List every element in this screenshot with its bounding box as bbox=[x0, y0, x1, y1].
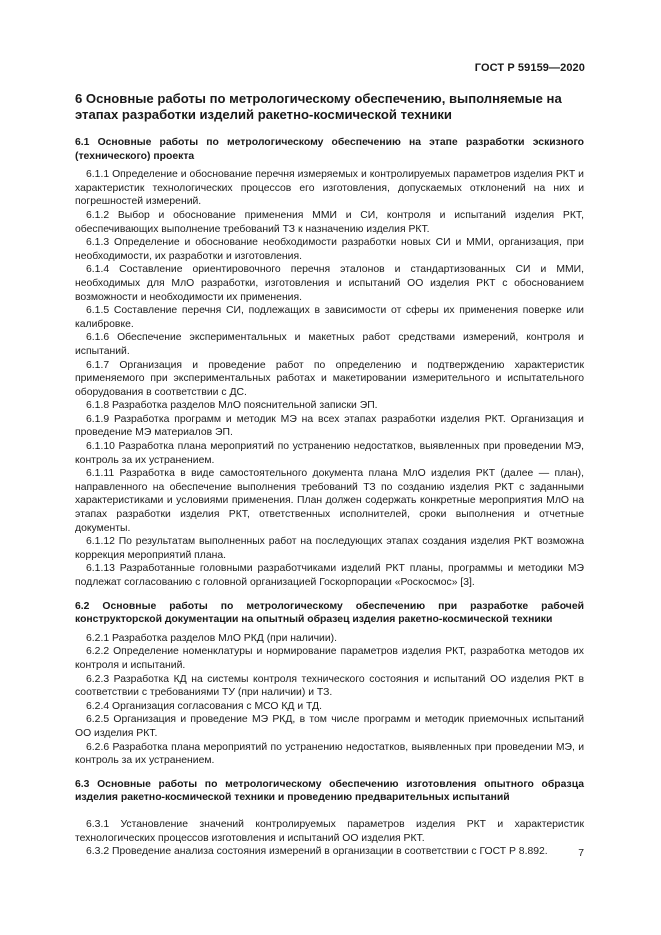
paragraph-6-1-3: 6.1.3 Определение и обоснование необходимости разработки новых СИ и ММИ, организация, при необходимости, их разработки и изготовления. bbox=[75, 237, 584, 262]
paragraph-6-2-1: 6.2.1 Разработка разделов МлО РКД (при наличии). bbox=[86, 632, 338, 644]
page-number: 7 bbox=[578, 848, 584, 859]
paragraph-6-2-6: 6.2.6 Разработка плана мероприятий по устранению недостатков, выявленных при проведении МЭ, и контроль за их устранением. bbox=[75, 741, 584, 767]
spacer bbox=[75, 590, 584, 600]
subsection-title-6-2: 6.2 Основные работы по метрологическому обеспечению при разработке рабочей конструкторской документации на опытный образец изделия ракетно-космической техники bbox=[75, 600, 584, 626]
paragraph-6-1-5: 6.1.5 Составление перечня СИ, подлежащих в зависимости от сферы их применения поверке или калибровке. bbox=[75, 305, 584, 330]
paragraph-6-2-4: 6.2.4 Организация согласования с МСО КД и ТД. bbox=[86, 700, 322, 712]
standard-number: ГОСТ Р 59159—2020 bbox=[474, 62, 585, 74]
paragraph-6-1-11: 6.1.11 Разработка в виде самостоятельного документа плана МлО изделия РКТ (далее — план), направленного на обеспечение выполнения требований ТЗ по созданию изделия РКТ с заданными характеристиками и условиями применения. План должен содержать конкретные мероприятия МлО на этапах разработки изделия РКТ, ответственных исполнителей, сроки выполнения и отчетные документы. bbox=[75, 468, 584, 534]
paragraph-6-1-6: 6.1.6 Обеспечение экспериментальных и макетных работ средствами измерений, контроля и испытаний. bbox=[75, 332, 584, 357]
subsection-title-6-1: 6.1 Основные работы по метрологическому обеспечению на этапе разработки эскизного (технического) проекта bbox=[75, 137, 584, 162]
paragraph-6-2-5: 6.2.5 Организация и проведение МЭ РКД, в том числе программ и методик приемочных испытаний ОО изделия РКТ. bbox=[75, 714, 584, 739]
subsection-title-6-3: 6.3 Основные работы по метрологическому обеспечению изготовления опытного образца изделия ракетно-космической техники и проведению предварительных испытаний bbox=[75, 778, 584, 804]
section-title: 6 Основные работы по метрологическому обеспечению, выполняемые на этапах разработки изделий ракетно-космической техники bbox=[75, 91, 562, 122]
spacer bbox=[75, 768, 584, 778]
paragraph-6-1-8: 6.1.8 Разработка разделов МлО пояснительной записки ЭП. bbox=[86, 400, 378, 412]
paragraph-6-1-7: 6.1.7 Организация и проведение работ по определению и подтверждению характеристик применяемого при экспериментальных работах и макетировании измерительного и испытательного оборудования в соответствии с ДС. bbox=[75, 359, 584, 398]
paragraph-6-1-12: 6.1.12 По результатам выполненных работ на последующих этапах создания изделия РКТ возможна коррекция мероприятий плана. bbox=[75, 536, 584, 561]
paragraph-6-1-10: 6.1.10 Разработка плана мероприятий по устранению недостатков, выявленных при проведении МЭ, контроль за их устранением. bbox=[75, 441, 584, 466]
spacer bbox=[75, 810, 584, 818]
paragraph-6-1-9: 6.1.9 Разработка программ и методик МЭ на всех этапах разработки изделия РКТ. Организация и проведение МЭ материалов ЭП. bbox=[75, 413, 584, 439]
paragraph-6-1-13: 6.1.13 Разработанные головными разработчиками изделий РКТ планы, программы и методики МЭ подлежат согласованию с головной организацией Госкорпорации «Роскосмос» [3]. bbox=[75, 563, 584, 588]
paragraph-6-2-2: 6.2.2 Определение номенклатуры и нормирование параметров изделия РКТ, разработка методов их контроля и испытаний. bbox=[75, 646, 584, 671]
paragraph-6-1-4: 6.1.4 Составление ориентировочного перечня эталонов и стандартизованных СИ и ММИ, необходимых для МлО разработки, изготовления и испытаний ОО изделия РКТ с обоснованием возможности и необходимости их применения. bbox=[75, 264, 584, 303]
paragraph-6-1-1: 6.1.1 Определение и обоснование перечня измеряемых и контролируемых параметров изделия РКТ и характеристик технологических процессов его изготовления, допускаемых отклонений на них и погрешностей измерений. bbox=[75, 169, 584, 208]
paragraph-6-1-2: 6.1.2 Выбор и обоснование применения ММИ и СИ, контроля и испытаний изделия РКТ, обеспечивающих выполнение требований ТЗ к назначению изделия РКТ. bbox=[75, 209, 584, 235]
page-content bbox=[75, 91, 584, 859]
paragraph-6-3-1: 6.3.1 Установление значений контролируемых параметров изделия РКТ и характеристик технологических процессов изготовления и испытаний ОО изделия РКТ. bbox=[75, 818, 584, 844]
paragraph-6-3-2: 6.3.2 Проведение анализа состояния измерений в организации в соответствии с ГОСТ Р 8.892. bbox=[86, 846, 548, 858]
paragraph-6-2-3: 6.2.3 Разработка КД на системы контроля технического состояния и испытаний ОО изделия РКТ в соответствии с требованиями ТУ (при наличии) и ТЗ. bbox=[75, 673, 584, 699]
